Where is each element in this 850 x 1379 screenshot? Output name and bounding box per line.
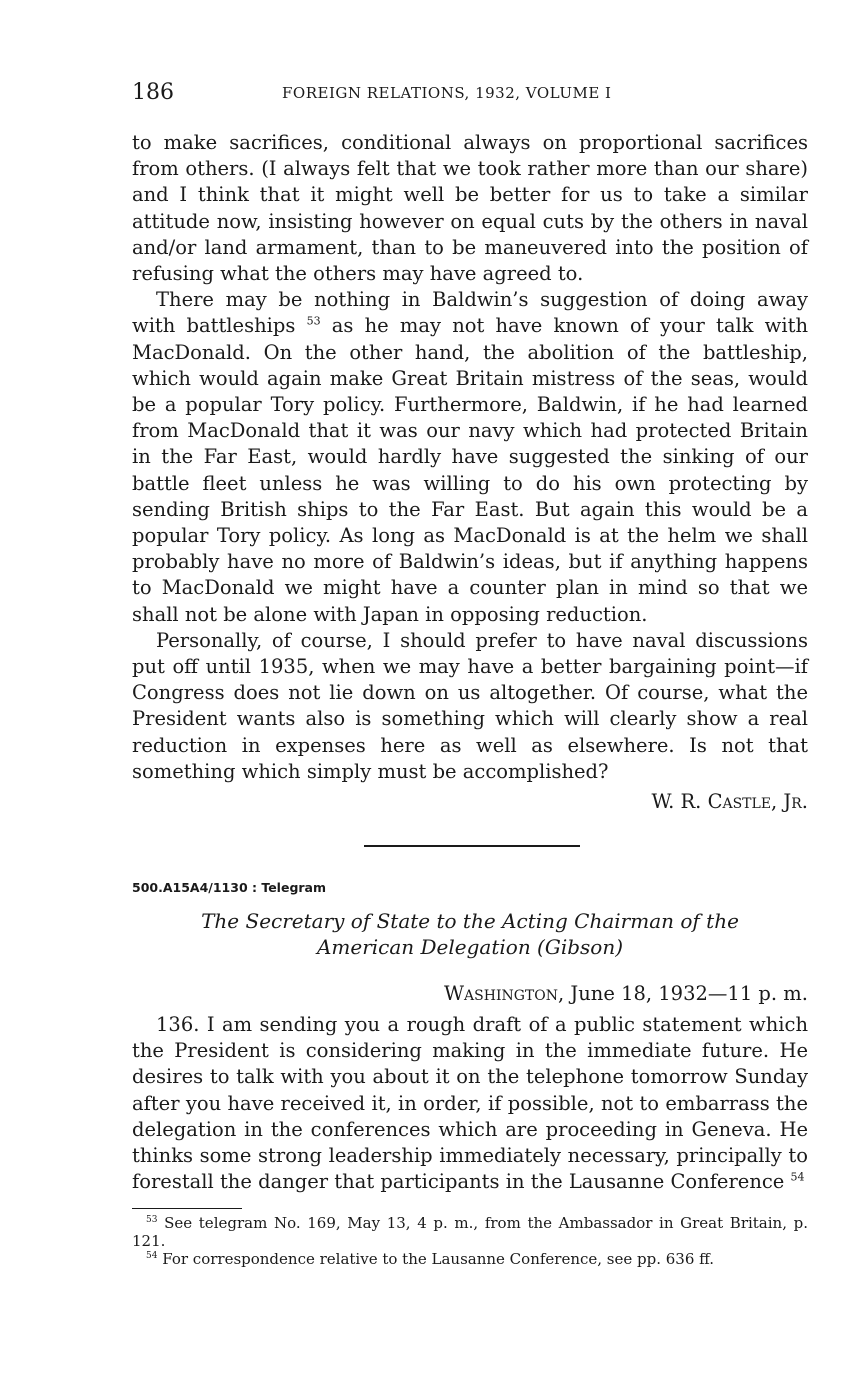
footnote: [132, 1214, 808, 1250]
running-title: FOREIGN RELATIONS, 1932, VOLUME I: [282, 84, 612, 102]
page-number: 186: [132, 80, 174, 105]
footnote-ref: 53: [306, 314, 321, 328]
footnotes: [132, 1214, 808, 1268]
paragraph-text: 136. I am sending you a rough draft of a public statement which the President is considering making in the immediate future. He desires to talk with you about it on the telephone tomorrow Sunday after you have received it, in order, if possible, not to embarrass the delegation in the conferences which are proceeding in Geneva. He thinks some strong leadership immediately necessary, principally to forestall the danger that participants in the Lausanne Conference: [132, 1013, 808, 1194]
letter-body: [132, 130, 808, 785]
paragraph: to make sacrifices, conditional always on proportional sacrifices from others. (I always felt that we took rather more than our share) and I think that it might well be better for us to take a similar attitude now, insisting however on equal cuts by the others in naval and/or land armament, than to be maneuvered into the position of refusing what the others may have agreed to.: [132, 131, 808, 286]
footnote-mark: 53: [146, 1215, 158, 1225]
dateline: [132, 982, 808, 1005]
title-line: The Secretary of State to the Acting Chairman of the: [201, 909, 739, 933]
paragraph-text: There may be nothing in Baldwin’s suggestion of doing away with battleships: [132, 288, 808, 338]
footnote: [132, 1250, 808, 1268]
paragraph: [132, 1012, 808, 1195]
document-title: [132, 908, 808, 960]
section-divider: [364, 845, 580, 847]
footnote-text: For correspondence relative to the Lausanne Conference, see pp. 636 ff.: [162, 1250, 715, 1268]
page-header: [132, 80, 808, 110]
file-reference: 500.A15A4/1130 : Telegram: [132, 880, 327, 895]
footnote-text: See telegram No. 169, May 13, 4 p. m., from the Ambassador in Great Britain, p. 121.: [132, 1214, 808, 1250]
dateline-place: Washington: [444, 982, 558, 1005]
footnote-rule: [132, 1208, 242, 1209]
paragraph: [132, 287, 808, 628]
dateline-date: , June 18, 1932—11 p. m.: [558, 982, 808, 1005]
paragraph-text: as he may not have known of your talk with MacDonald. On the other hand, the abolition of the battleship, which would again make Great Britain mistress of the seas, would be a popular Tory policy. Furthermore, Baldwin, if he had learned from MacDonald that it was our navy which had protected Britain in the Far East, would hardly have suggested the sinking of our battle fleet unless he was willing to do his own protecting by sending British ships to the Far East. But again this would be a popular Tory policy. As long as MacDonald is at the helm we shall probably have no more of Baldwin’s ideas, but if anything happens to MacDonald we might have a counter plan in mind so that we shall not be alone with Japan in opposing reduction.: [132, 314, 809, 626]
footnote-ref: 54: [790, 1170, 805, 1184]
footnote-mark: 54: [146, 1251, 158, 1261]
title-line: American Delegation (Gibson): [316, 935, 624, 959]
signature: W. R. Castle, Jr.: [651, 790, 808, 813]
telegram-body: [132, 1012, 808, 1195]
paragraph: Personally, of course, I should prefer to have naval discussions put off until 1935, when we may have a better bargaining point—if Congress does not lie down on us altogether. Of course, what the President wants also is something which will clearly show a real reduction in expenses here as well as elsewhere. Is not that something which simply must be accomplished?: [132, 628, 808, 783]
